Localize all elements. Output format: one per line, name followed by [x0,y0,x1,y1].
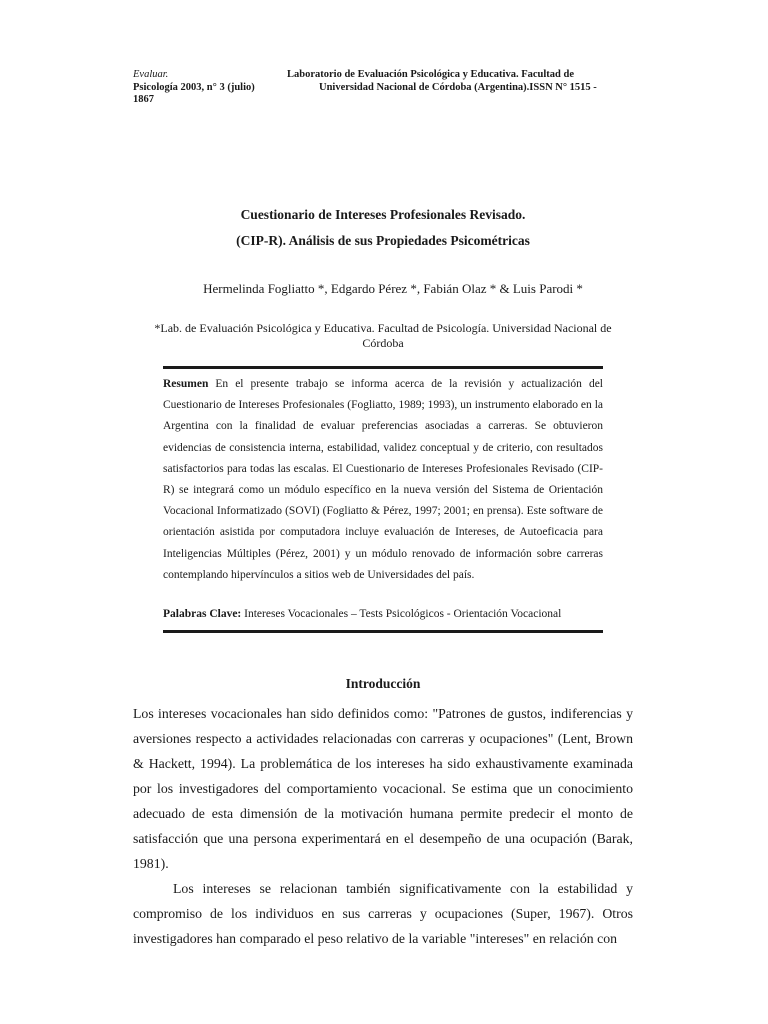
paragraph-1: Los intereses vocacionales han sido definidos como: "Patrones de gustos, indiferencias y aversiones respecto a actividades relacionadas con carreras y ocupaciones" (Lent, Brown & Hackett, 1994). La problemática de los intereses ha sido exhaustivamente examinada por los investigadores del comportamiento vocacional. Se estima que un conocimiento adecuado de esta dimensión de la motivación humana permite predecir el monto de satisfacción que una persona experimentará en el desempeño de una ocupación (Barak, 1981). [133,706,633,871]
abstract-top-rule [163,366,603,369]
keywords [163,604,603,625]
paper-title-line1: Cuestionario de Intereses Profesionales Revisado. [240,207,526,222]
issn-tail: 1867 [133,94,154,105]
volume-line: Psicología 2003, n° 3 (julio) [133,81,255,93]
abstract-label: Resumen [163,378,209,390]
abstract-bottom-rule [163,630,603,633]
keywords-text: Intereses Vocacionales – Tests Psicológicos - Orientación Vocacional [244,608,562,620]
paragraph-2: Los intereses se relacionan también significativamente con la estabilidad y compromiso de los individuos en sus carreras y ocupaciones (Super, 1967). Otros investigadores han comparado el peso relativo de la variable "intereses" en relación con [133,881,633,946]
header-affil-line2: Universidad Nacional de Córdoba (Argentina).ISSN N° 1515 - [319,81,597,93]
authors: Hermelinda Fogliatto *, Edgardo Pérez *, Fabián Olaz * & Luis Parodi * [203,281,583,296]
header-journal-info [133,69,293,107]
abstract-text: En el presente trabajo se informa acerca de la revisión y actualización del Cuestionario de Intereses Profesionales (Fogliatto, 1989; 1993), un instrumento elaborado en la Argentina con la finalidad de evaluar preferencias asociadas a carreras. Se obtuvieron evidencias de consistencia interna, estabilidad, validez conceptual y de criterio, con resultados satisfactorios para todas las escalas. El Cuestionario de Intereses Profesionales Revisado (CIP-R) se integrará como un módulo específico en la nueva versión del Sistema de Orientación Vocacional Informatizado (SOVI) (Fogliatto & Pérez, 1997; 2001; en prensa). Este software de orientación asistida por computadora incluye evaluación de Intereses, de Autoeficacia para Inteligencias Múltiples (Pérez, 2001) y un módulo renovado de información sobre carreras contemplando hipervínculos a sitios web de Universidades del país. [163,378,604,581]
journal-name: Evaluar. [133,69,169,80]
header-affil-line1: Laboratorio de Evaluación Psicológica y Educativa. Facultad de [287,69,575,80]
keywords-label: Palabras Clave: [163,608,242,620]
affiliation: *Lab. de Evaluación Psicológica y Educativa. Facultad de Psicología. Universidad Nacional de Córdoba [154,321,612,350]
header-affiliation [287,69,617,94]
section-title: Introducción [345,676,421,691]
paper-title-line2: (CIP-R). Análisis de sus Propiedades Psicométricas [236,233,530,248]
abstract [163,374,603,586]
